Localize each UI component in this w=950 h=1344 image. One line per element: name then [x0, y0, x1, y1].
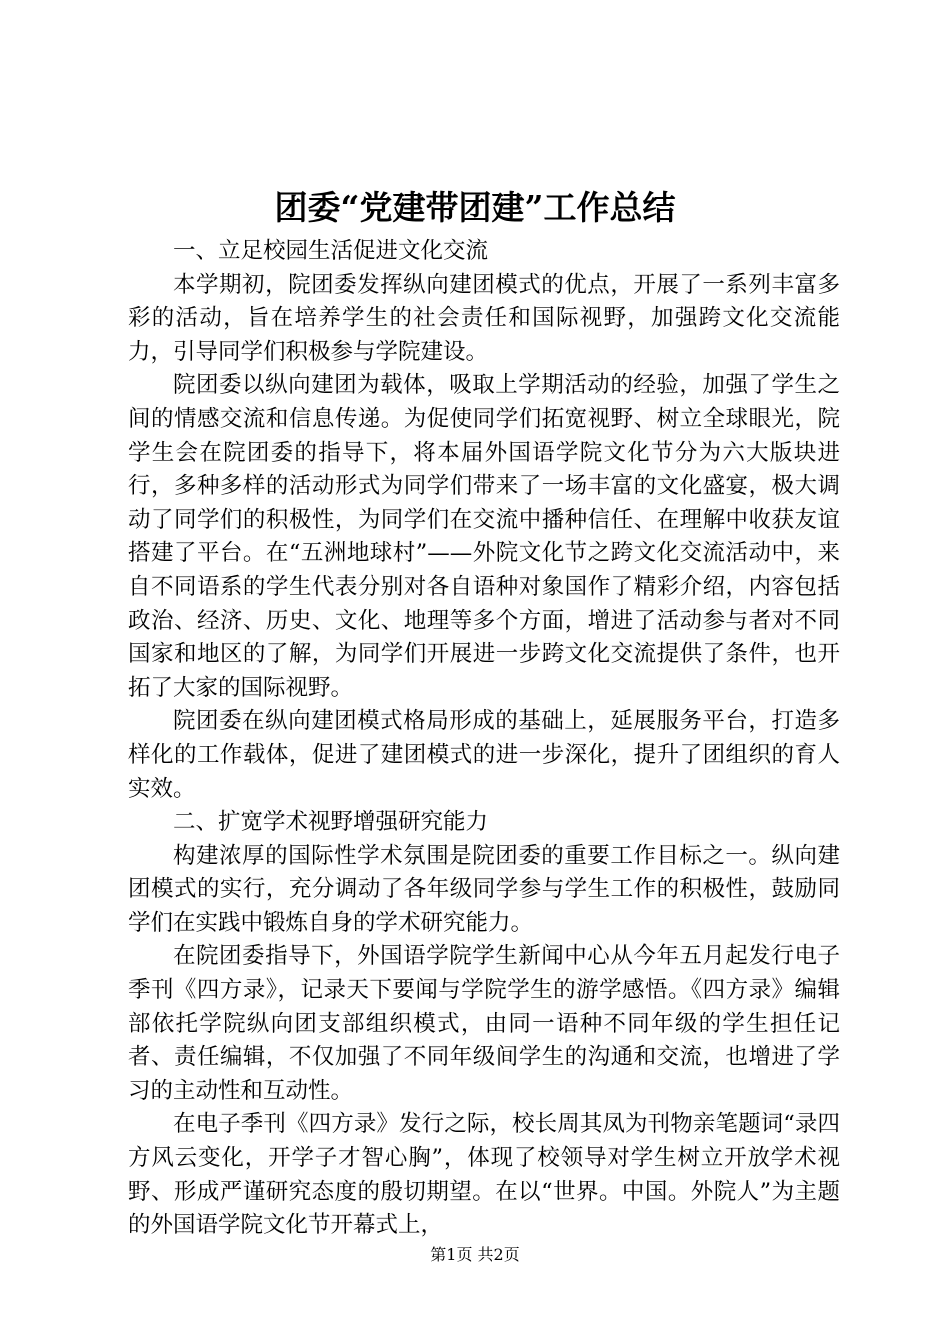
paragraph: 在院团委指导下，外国语学院学生新闻中心从今年五月起发行电子季刊《四方录》，记录天下要闻与学院学生的游学感悟。《四方录》编辑部依托学院纵向团支部组织模式，由同一语种不同年级的学生担任记者、责任编辑，不仅加强了不同年级间学生的沟通和交流，也增进了学习的主动性和互动性。: [128, 943, 840, 1104]
section-heading-1: 一、立足校园生活促进文化交流: [173, 238, 489, 264]
paragraph: 在电子季刊《四方录》发行之际，校长周其凤为刊物亲笔题词“录四方风云变化，开学子才智心胸”，体现了校领导对学生树立开放学术视野、形成严谨研究态度的殷切期望。在以“世界。中国。外院人”为主题的外国语学院文化节开幕式上，: [128, 1111, 840, 1239]
document-body: [128, 235, 840, 1243]
paragraph: 院团委以纵向建团为载体，吸取上学期活动的经验，加强了学生之间的情感交流和信息传递。为促使同学们拓宽视野、树立全球眼光，院学生会在院团委的指导下，将本届外国语学院文化节分为六大版块进行，多种多样的活动形式为同学们带来了一场丰富的文化盛宴，极大调动了同学们的积极性，为同学们在交流中播种信任、在理解中收获友谊搭建了平台。在“五洲地球村”——外院文化节之跨文化交流活动中，来自不同语系的学生代表分别对各自语种对象国作了精彩介绍，内容包括政治、经济、历史、文化、地理等多个方面，增进了活动参与者对不同国家和地区的了解，为同学们开展进一步跨文化交流提供了条件，也开拓了大家的国际视野。: [128, 372, 840, 701]
document-title: 团委“党建带团建”工作总结: [274, 188, 676, 227]
paragraph: 院团委在纵向建团模式格局形成的基础上，延展服务平台，打造多样化的工作载体，促进了建团模式的进一步深化，提升了团组织的育人实效。: [128, 708, 840, 802]
paragraph: 构建浓厚的国际性学术氛围是院团委的重要工作目标之一。纵向建团模式的实行，充分调动了各年级同学参与学生工作的积极性，鼓励同学们在实践中锻炼自身的学术研究能力。: [128, 842, 840, 936]
page-footer: 第1页 共2页: [430, 1245, 520, 1264]
section-heading-2: 二、扩宽学术视野增强研究能力: [173, 809, 489, 836]
paragraph: 本学期初，院团委发挥纵向建团模式的优点，开展了一系列丰富多彩的活动，旨在培养学生的社会责任和国际视野，加强跨文化交流能力，引导同学们积极参与学院建设。: [128, 271, 840, 365]
